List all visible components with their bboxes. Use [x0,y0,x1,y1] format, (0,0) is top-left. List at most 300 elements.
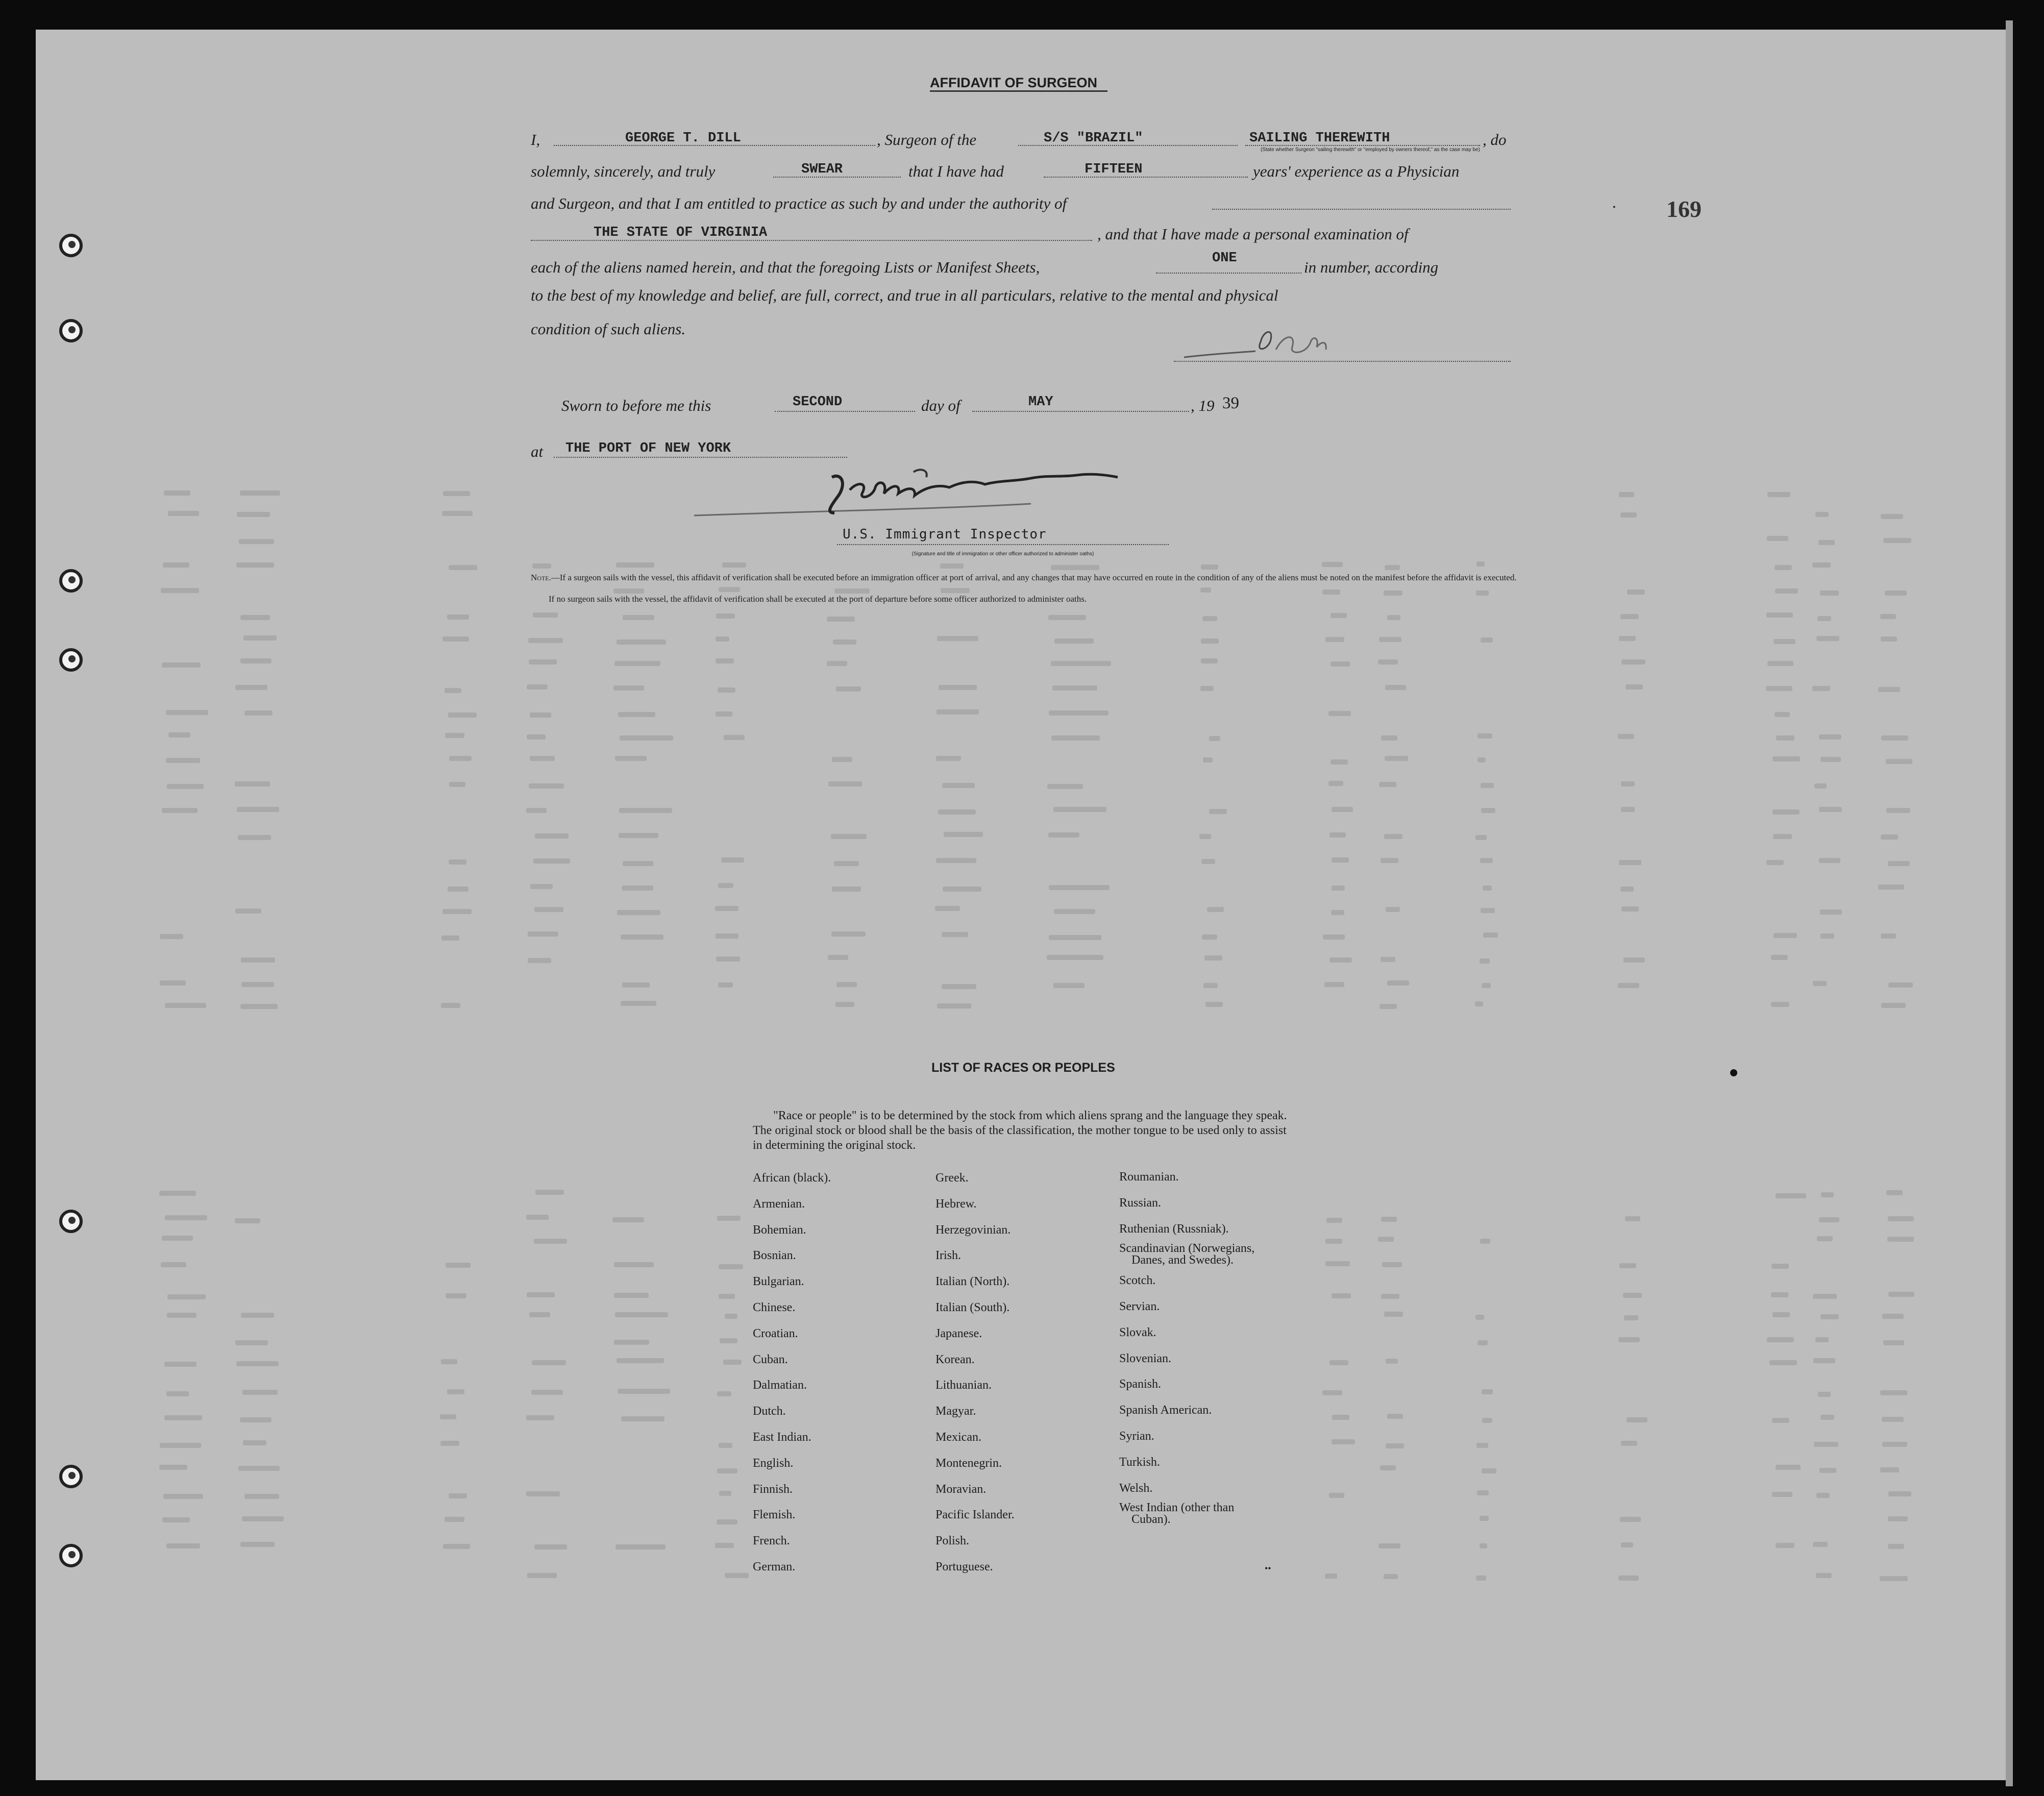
bleed-through-mark [161,588,199,593]
bleed-through-mark [1386,1443,1404,1448]
status-note: (State whether Surgeon "sailing therewith" or "employed by owners thereof," as the case may be) [1261,147,1480,153]
race-item: Flemish. [753,1508,796,1522]
race-item: Greek. [935,1171,969,1185]
bleed-through-mark [162,808,198,813]
bleed-through-mark [1627,1417,1647,1422]
bleed-through-mark [615,1544,666,1549]
bleed-through-mark [1888,1544,1904,1549]
in-number-label: in number, according [1304,258,1439,276]
bleed-through-mark [168,511,199,516]
bleed-through-mark [160,980,186,986]
bleed-through-mark [719,587,740,592]
bleed-through-mark [1328,711,1351,716]
bleed-through-mark [621,1001,656,1006]
bleed-through-mark [1818,540,1835,545]
bleed-through-mark [1481,908,1495,913]
bleed-through-mark [1766,612,1793,618]
bleed-through-mark [1201,564,1218,570]
bleed-through-mark [1817,616,1831,621]
knowledge-label: to the best of my knowledge and belief, are full, correct, and true in all particulars, relative to the mental and physical [531,286,1278,304]
race-item: Herzegovinian. [935,1223,1011,1237]
bleed-through-mark [937,636,978,641]
punch-hole [59,234,83,257]
bleed-through-mark [243,1440,266,1445]
bleed-through-mark [831,931,866,937]
bleed-through-mark [1387,1414,1403,1419]
bleed-through-mark [621,934,663,940]
surgeon-name: GEORGE T. DILL [625,131,741,146]
bleed-through-mark [1772,1418,1789,1423]
bleed-through-mark [1480,1543,1487,1548]
dotline [554,457,847,458]
bleed-through-mark [621,1416,664,1421]
bleed-through-mark [527,1292,555,1297]
bleed-through-mark [1203,757,1213,762]
bleed-through-mark [1816,1573,1832,1578]
page-mark: • [1613,203,1616,212]
bleed-through-mark [1475,1001,1483,1006]
bleed-through-mark [942,783,975,788]
inspector-line [837,544,1169,545]
bleed-through-mark [528,638,563,643]
bleed-through-mark [1816,636,1839,641]
note-label: Note. [531,573,551,582]
bleed-through-mark [449,756,472,761]
bleed-through-mark [1201,658,1218,663]
bleed-through-mark [1818,1392,1831,1397]
race-item: Korean. [935,1352,975,1366]
bleed-through-mark [1049,935,1101,940]
bleed-through-mark [939,685,977,690]
years-label: years' experience as a Physician [1253,162,1460,180]
bleed-through-mark [832,757,852,762]
race-item: Servian. [1119,1299,1160,1313]
punch-hole [59,1210,83,1233]
bleed-through-mark [1048,832,1079,838]
bleed-through-mark [1620,614,1639,619]
bleed-through-mark [526,808,547,813]
bleed-through-mark [1476,1443,1488,1448]
bleed-through-mark [1767,661,1793,666]
bleed-through-mark [622,982,650,988]
bleed-through-mark [833,639,856,645]
bleed-through-mark [1888,982,1913,988]
bleed-through-mark [1480,958,1490,964]
bleed-through-mark [1882,1417,1904,1422]
bleed-through-mark [1209,736,1220,741]
bleed-through-mark [615,1312,668,1317]
note-text: —If a surgeon sails with the vessel, this affidavit of verification shall be executed before an immigration officer at port of arrival, and any changes that may have occurred en route in the condition of any of the aliens must be noted on the manifest before the affidavit is executed. [551,573,1517,582]
bleed-through-mark [721,857,744,863]
bleed-through-mark [1332,1439,1355,1444]
bleed-through-mark [832,887,861,892]
bleed-through-mark [716,711,732,717]
race-item: Turkish. [1119,1455,1160,1469]
bleed-through-mark [722,562,746,568]
bleed-through-mark [244,1494,279,1499]
page-number: 169 [1666,196,1702,222]
bleed-through-mark [240,1417,272,1422]
signature-line [1174,361,1511,362]
punch-hole [59,648,83,672]
bleed-through-mark [1815,512,1829,517]
bleed-through-mark [1820,933,1834,939]
bleed-through-mark [239,539,274,544]
bleed-through-mark [1381,957,1395,962]
bleed-through-mark [827,661,847,666]
bleed-through-mark [534,1239,567,1244]
race-item: Polish. [935,1534,970,1548]
bleed-through-mark [162,1517,190,1522]
bleed-through-mark [1812,686,1830,691]
bleed-through-mark [1821,1192,1834,1197]
races-title: LIST OF RACES OR PEOPLES [931,1061,1115,1075]
bleed-through-mark [1481,783,1494,788]
bleed-through-mark [240,490,280,496]
bleed-through-mark [1200,587,1211,593]
race-item: Montenegrin. [935,1456,1002,1470]
bleed-through-mark [1881,735,1908,741]
each-of-label: each of the aliens named herein, and that the foregoing Lists or Manifest Sheets, [531,258,1040,276]
bleed-through-mark [1624,1315,1638,1320]
bleed-through-mark [715,1543,734,1548]
race-item: Chinese. [753,1300,796,1314]
bleed-through-mark [1482,983,1491,988]
race-item: Spanish American. [1119,1404,1212,1417]
bleed-through-mark [1378,1237,1394,1242]
bleed-through-mark [1477,757,1486,762]
bleed-through-mark [617,910,660,915]
races-column-2 [935,1165,1015,1580]
bleed-through-mark [240,615,270,620]
bleed-through-mark [164,1415,202,1420]
bleed-through-mark [1820,909,1842,915]
bleed-through-mark [1815,1337,1829,1342]
bleed-through-mark [449,1493,467,1498]
bleed-through-mark [1819,807,1842,812]
bleed-through-mark [1774,639,1795,644]
bleed-through-mark [447,614,469,620]
bleed-through-mark [614,1293,649,1298]
sheet-edge [2006,20,2013,1786]
race-item: Pacific Islander. [935,1508,1015,1522]
bleed-through-mark [236,562,274,568]
bleed-through-mark [1380,1465,1396,1470]
bleed-through-mark [1329,1493,1344,1498]
bleed-through-mark [1332,1293,1351,1298]
bleed-through-mark [718,982,733,988]
bleed-through-mark [1767,536,1788,541]
bleed-through-mark [1813,981,1827,986]
bleed-through-mark [617,639,666,645]
bleed-through-mark [936,756,961,761]
bleed-through-mark [1323,934,1345,940]
race-item: English. [753,1456,794,1470]
bleed-through-mark [1482,1418,1492,1423]
bleed-through-mark [528,931,558,937]
bleed-through-mark [1332,857,1349,863]
race-item: Dalmatian. [753,1379,807,1392]
bleed-through-mark [1881,514,1903,519]
race-item: French. [753,1534,790,1548]
race-item: German. [753,1560,796,1573]
bleed-through-mark [717,1468,737,1473]
bleed-through-mark [1331,613,1347,618]
bleed-through-mark [1772,809,1800,815]
race-item: Ruthenian (Russniak). [1119,1222,1229,1236]
bleed-through-mark [1201,638,1219,644]
bleed-through-mark [622,885,653,891]
bleed-through-mark [827,617,855,622]
do-label: , do [1483,131,1507,149]
bleed-through-mark [440,1414,456,1419]
bleed-through-mark [1480,1239,1490,1244]
bleed-through-mark [1379,782,1396,787]
bleed-through-mark [1053,983,1085,988]
bleed-through-mark [716,613,735,619]
bleed-through-mark [1771,1292,1788,1297]
bleed-through-mark [612,1217,644,1222]
ink-dot [1730,1069,1737,1076]
bleed-through-mark [1819,734,1841,740]
sailing-status: SAILING THEREWITH [1249,131,1390,146]
bleed-through-mark [716,658,734,663]
bleed-through-mark [1621,1542,1633,1547]
bleed-through-mark [1886,759,1912,764]
bleed-through-mark [613,588,644,594]
bleed-through-mark [716,956,740,962]
bleed-through-mark [1475,835,1487,840]
bleed-through-mark [166,1543,200,1548]
punch-hole [59,1544,83,1567]
bleed-through-mark [527,734,546,740]
bleed-through-mark [240,658,272,663]
bleed-through-mark [1205,1002,1223,1007]
bleed-through-mark [166,758,200,763]
bleed-through-mark [1326,1218,1342,1223]
bleed-through-mark [938,809,976,815]
bleed-through-mark [1623,1293,1642,1298]
bleed-through-mark [1382,1262,1402,1267]
bleed-through-mark [1387,980,1409,986]
bleed-through-mark [1384,1574,1398,1579]
bleed-through-mark [1384,834,1402,839]
bleed-through-mark [160,934,183,939]
bleed-through-mark [723,1360,742,1365]
bleed-through-mark [719,1443,732,1448]
bleed-through-mark [1820,757,1841,762]
bleed-through-mark [944,832,983,837]
bleed-through-mark [1880,614,1896,619]
bleed-through-mark [1203,983,1218,988]
bleed-through-mark [241,982,274,987]
bleed-through-mark [533,858,570,864]
race-item: Italian (South). [935,1300,1010,1314]
bleed-through-mark [1051,735,1100,741]
bleed-through-mark [1051,661,1111,666]
sworn-month: MAY [1028,395,1053,410]
bleed-through-mark [1618,1576,1639,1581]
bleed-through-mark [1880,1576,1908,1581]
bleed-through-mark [1329,1360,1348,1365]
surgeon-of-label: , Surgeon of the [877,131,977,149]
bleed-through-mark [1776,1193,1806,1198]
bleed-through-mark [1049,710,1109,716]
bleed-through-mark [167,1294,206,1299]
bleed-through-mark [1202,616,1217,621]
bleed-through-mark [1202,934,1217,940]
bleed-through-mark [1379,637,1401,642]
bleed-through-mark [1047,784,1083,789]
bleed-through-mark [449,782,465,787]
bleed-through-mark [1322,1390,1342,1395]
bleed-through-mark [447,1389,464,1394]
bleed-through-mark [165,1215,207,1220]
race-item: Russian. [1119,1196,1162,1210]
bleed-through-mark [1328,781,1343,786]
bleed-through-mark [1049,885,1110,890]
bleed-through-mark [1814,1442,1838,1447]
bleed-through-mark [530,884,553,889]
race-item: Bulgarian. [753,1275,804,1289]
bleed-through-mark [235,908,261,914]
bleed-through-mark [1331,661,1350,667]
bleed-through-mark [716,636,729,642]
bleed-through-mark [1620,512,1637,518]
bleed-through-mark [164,1362,196,1367]
bleed-through-mark [1621,906,1639,912]
bleed-through-mark [941,588,970,593]
bleed-through-mark [237,807,279,812]
bleed-through-mark [1477,733,1492,739]
bleed-through-mark [618,1389,670,1394]
bleed-through-mark [1819,1468,1836,1473]
bleed-through-mark [1378,659,1398,665]
punch-hole [59,569,83,593]
bleed-through-mark [533,612,558,618]
bleed-through-mark [1776,1465,1801,1470]
bleed-through-mark [446,1263,471,1268]
dotline [1156,273,1301,274]
race-item: Finnish. [753,1482,793,1496]
bleed-through-mark [1813,1542,1828,1547]
bleed-through-mark [1483,885,1492,891]
bleed-through-mark [442,909,472,914]
bleed-through-mark [620,735,673,741]
bleed-through-mark [1627,589,1645,595]
condition-label: condition of such aliens. [531,320,686,338]
bleed-through-mark [526,1415,554,1420]
bleed-through-mark [449,565,477,570]
race-item: West Indian (other than Cuban). [1119,1501,1235,1527]
bleed-through-mark [1381,735,1397,741]
bleed-through-mark [1820,591,1839,596]
race-item: Scandinavian (Norwegians, Danes, and Swedes). [1119,1242,1255,1267]
bleed-through-mark [162,662,201,668]
bleed-through-mark [615,756,647,761]
bleed-through-mark [718,687,735,693]
bleed-through-mark [527,1573,557,1578]
bleed-through-mark [1880,1467,1899,1472]
bleed-through-mark [1618,734,1634,739]
race-item: Croatian. [753,1326,798,1340]
inspector-title: U.S. Immigrant Inspector [843,527,1047,542]
bleed-through-mark [1775,588,1798,594]
bleed-through-mark [526,1215,549,1220]
solemnly-label: solemnly, sincerely, and truly [531,162,716,180]
bleed-through-mark [161,1262,186,1267]
bleed-through-mark [1381,1217,1397,1222]
bleed-through-mark [614,1262,654,1267]
bleed-through-mark [159,1191,196,1196]
bleed-through-mark [1477,1340,1488,1345]
bleed-through-mark [1480,858,1493,863]
bleed-through-mark [166,1391,189,1396]
bleed-through-mark [1817,1236,1833,1241]
at-label: at [531,442,544,460]
bleed-through-mark [1886,1190,1903,1195]
bleed-through-mark [527,684,548,690]
bleed-through-mark [725,1314,737,1319]
bleed-through-mark [1199,834,1211,839]
bleed-through-mark [1881,636,1897,642]
bleed-through-mark [1623,957,1645,963]
bleed-through-mark [1813,1294,1837,1299]
bleed-through-mark [1819,858,1840,863]
bleed-through-mark [159,1465,187,1470]
bleed-through-mark [1325,637,1344,642]
bleed-through-mark [1332,885,1345,891]
race-item: African (black). [753,1171,831,1185]
bleed-through-mark [943,887,981,892]
bleed-through-mark [1888,1516,1908,1521]
bleed-through-mark [166,710,208,715]
races-intro: "Race or people" is to be determined by the stock from which aliens sprang and the language they speak. The original stock or blood shall be the basis of the classification, the mother tongue to be used only to assist in determining the original stock. [753,1109,1287,1152]
punch-hole [59,319,83,342]
bleed-through-mark [1883,538,1911,543]
bleed-through-mark [836,982,857,987]
bleed-through-mark [534,1544,567,1549]
bleed-through-mark [1386,907,1400,912]
bleed-through-mark [1331,759,1348,765]
bleed-through-mark [1325,1573,1337,1579]
bleed-through-mark [835,1002,854,1007]
bleed-through-mark [719,1264,743,1269]
bleed-through-mark [163,1494,203,1499]
bleed-through-mark [1772,1492,1792,1497]
bleed-through-mark [1888,1292,1914,1297]
bleed-through-mark [163,562,189,568]
bleed-through-mark [834,861,859,866]
bleed-through-mark [1047,955,1103,960]
race-item: Mexican. [935,1430,981,1444]
race-item: Cuban. [753,1352,788,1366]
bleed-through-mark [828,781,862,786]
bleed-through-mark [1053,807,1106,812]
bleed-through-mark [936,858,976,863]
bleed-through-mark [619,808,672,813]
bleed-through-mark [1480,1516,1489,1521]
bleed-through-mark [1331,910,1344,915]
bleed-through-mark [238,1466,280,1471]
port-name: THE PORT OF NEW YORK [565,441,731,456]
bleed-through-mark [1880,1390,1907,1395]
bleed-through-mark [530,756,555,761]
bleed-through-mark [165,1003,206,1008]
bleed-through-mark [1332,1415,1349,1420]
bleed-through-mark [442,511,473,516]
bleed-through-mark [616,562,654,568]
